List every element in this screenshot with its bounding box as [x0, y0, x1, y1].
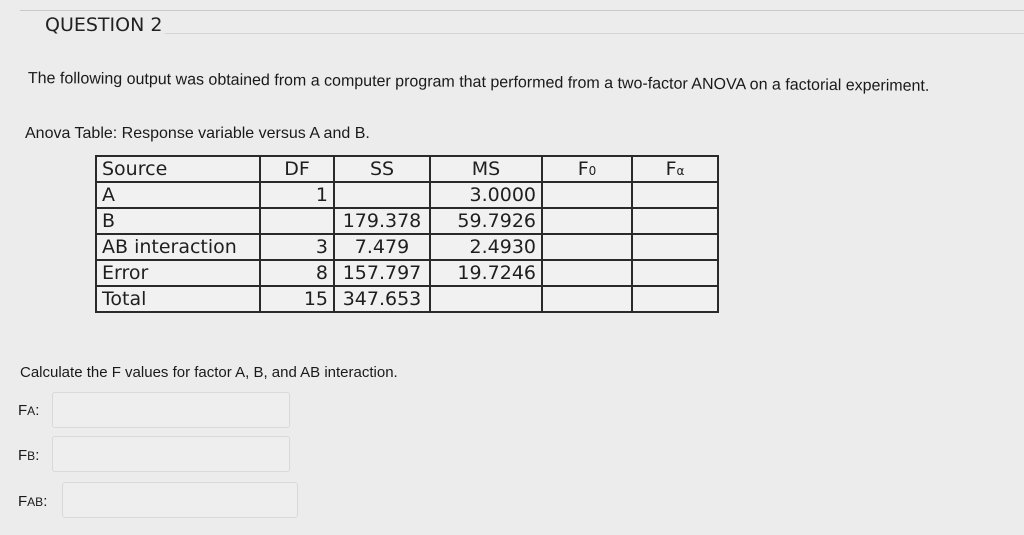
fab-label-letter: F	[18, 493, 28, 510]
header-falpha-letter: F	[665, 158, 677, 180]
row-f0	[542, 286, 632, 312]
row-falpha	[632, 234, 718, 260]
row-df: 8	[260, 260, 334, 286]
table-header-row	[96, 156, 718, 182]
fa-label-letter: F	[18, 402, 28, 419]
fab-label	[18, 493, 47, 510]
row-source: B	[96, 208, 260, 234]
intro-text: The following output was obtained from a computer program that performed from a two-factor ANOVA on a factorial experiment.	[27, 70, 930, 95]
row-falpha	[632, 208, 718, 234]
row-ms: 2.4930	[430, 234, 542, 260]
header-falpha-subscript: α	[676, 164, 685, 178]
row-ms	[430, 286, 542, 312]
row-source: A	[96, 182, 260, 208]
row-df: 3	[260, 234, 334, 260]
row-ms: 59.7926	[430, 208, 542, 234]
fa-label	[18, 402, 39, 419]
header-falpha	[632, 156, 718, 182]
fb-answer-field[interactable]	[52, 436, 290, 472]
fab-answer-field[interactable]	[62, 482, 298, 518]
fb-label-colon: :	[35, 447, 40, 464]
question-title: QUESTION 2	[45, 14, 163, 36]
fab-label-subscript: AB	[27, 495, 44, 509]
header-ss: SS	[334, 156, 430, 182]
fa-label-colon: :	[35, 402, 40, 419]
table-row	[96, 182, 718, 208]
fb-label	[18, 447, 39, 464]
row-f0	[542, 260, 632, 286]
row-source: Error	[96, 260, 260, 286]
row-df: 15	[260, 286, 334, 312]
table-row	[96, 260, 718, 286]
fab-label-colon: :	[43, 493, 48, 510]
row-df: 1	[260, 182, 334, 208]
header-ms: MS	[430, 156, 542, 182]
row-df	[260, 208, 334, 234]
fb-label-letter: F	[18, 447, 28, 464]
row-falpha	[632, 182, 718, 208]
row-source: AB interaction	[96, 234, 260, 260]
row-ss	[334, 182, 430, 208]
row-ms: 19.7246	[430, 260, 542, 286]
fb-label-subscript: B	[27, 449, 36, 463]
row-source: Total	[96, 286, 260, 312]
row-ms: 3.0000	[430, 182, 542, 208]
table-caption: Anova Table: Response variable versus A and B.	[25, 125, 370, 142]
calculation-prompt: Calculate the F values for factor A, B, and AB interaction.	[20, 364, 398, 381]
top-divider	[20, 10, 1024, 11]
row-f0	[542, 208, 632, 234]
row-ss: 347.653	[334, 286, 430, 312]
table-row	[96, 286, 718, 312]
header-df: DF	[260, 156, 334, 182]
header-f0-subscript: 0	[588, 164, 597, 178]
table-row	[96, 234, 718, 260]
row-falpha	[632, 286, 718, 312]
header-source: Source	[96, 156, 260, 182]
row-ss: 7.479	[334, 234, 430, 260]
title-divider	[165, 33, 1024, 34]
fa-label-subscript: A	[27, 404, 36, 418]
table-row	[96, 208, 718, 234]
row-falpha	[632, 260, 718, 286]
row-f0	[542, 182, 632, 208]
header-f0-letter: F	[577, 158, 589, 180]
row-ss: 179.378	[334, 208, 430, 234]
row-f0	[542, 234, 632, 260]
anova-table	[95, 155, 719, 313]
fa-answer-field[interactable]	[52, 392, 290, 428]
row-ss: 157.797	[334, 260, 430, 286]
header-f0	[542, 156, 632, 182]
